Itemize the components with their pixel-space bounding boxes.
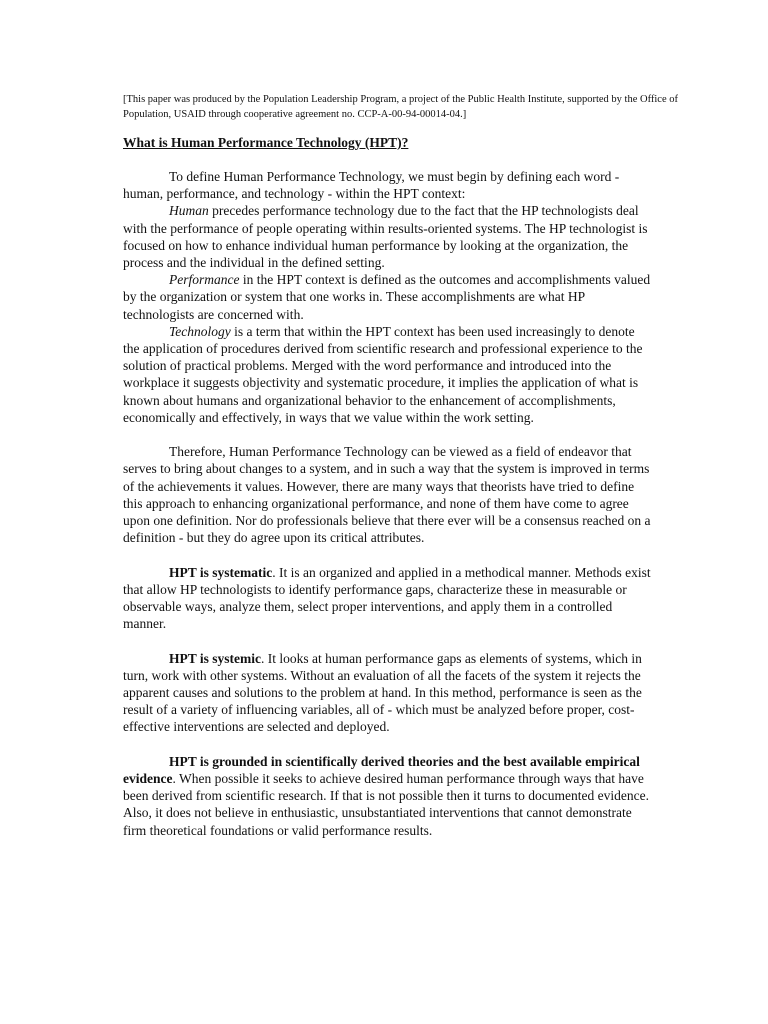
technology-term: Technology (169, 323, 231, 339)
grounded-paragraph (123, 753, 653, 839)
systemic-paragraph (123, 650, 653, 736)
systemic-heading: HPT is systemic (169, 650, 261, 666)
human-term: Human (169, 203, 209, 219)
performance-term: Performance (169, 272, 240, 288)
systematic-heading: HPT is systematic (169, 564, 273, 580)
systemic-text: . It looks at human performance gaps as elements of systems, which in turn, work with other systems. Without an evaluation of all the facets of the system it rejects the apparent causes and solutions to the problem at hand. In this method, performance is seen as the result of a variety of influencing variables, all of - which must be analyzed before proper, cost-effective interventions are selected and deployed. (123, 650, 642, 735)
grounded-text: . When possible it seeks to achieve desired human performance through ways that have been derived from scientific research. If that is not possible then it turns to documented evidence. Also, it does not believe in enthusiastic, unsubstantiated interventions that cannot demonstrate firm theoretical foundations or valid performance results. (123, 771, 649, 838)
human-definition (123, 202, 653, 271)
performance-text: in the HPT context is defined as the outcomes and accomplishments valued by the organization or system that one works in. These accomplishments are what HP technologists are concerned with. (123, 272, 651, 322)
funding-note: [This paper was produced by the Population Leadership Program, a project of the Public Health Institute, supported by the Office of Population, USAID through cooperative agreement no. CCP-A-00-94-00014-04.] (123, 94, 678, 120)
systematic-paragraph (123, 564, 653, 633)
performance-definition (123, 271, 653, 323)
page-title: What is Human Performance Technology (HPT)? (123, 135, 409, 150)
document-body (123, 168, 653, 839)
intro-paragraph: To define Human Performance Technology, we must begin by defining each word - human, performance, and technology - within the HPT context: (123, 169, 620, 202)
therefore-paragraph: Therefore, Human Performance Technology can be viewed as a field of endeavor that serves to bring about changes to a system, and in such a way that the system is improved in terms of the achievements it values. However, there are many ways that theorists have tried to define this approach to enhancing organizational performance, and none of them have come to agree upon one definition. Nor do professionals believe that there ever will be a consensus reached on a definition - but they do agree upon its critical attributes. (123, 444, 651, 546)
human-text: precedes performance technology due to the fact that the HP technologists deal with the performance of people operating within results-oriented systems. The HP technologist is focused on how to enhance individual human performance by looking at the organization, the process and the individual in the defined setting. (123, 203, 648, 271)
grounded-heading: HPT is grounded in scientifically derived theories and the best available empirical evidence (123, 753, 640, 787)
technology-text: is a term that within the HPT context has been used increasingly to denote the application of procedures derived from scientific research and professional experience to the solution of practical problems. Merged with the word performance and introduced into the workplace it suggests objectivity and systematic procedure, it implies the application of what is known about humans and organizational behavior to the enhancement of accomplishments, economically and effectively, in ways that we value within the work setting. (123, 323, 643, 425)
systematic-text: . It is an organized and applied in a methodical manner. Methods exist that allow HP technologists to identify performance gaps, characterize these in measurable or observable ways, analyze them, select proper interventions, and apply them in a controlled manner. (123, 564, 651, 632)
technology-definition (123, 323, 653, 426)
